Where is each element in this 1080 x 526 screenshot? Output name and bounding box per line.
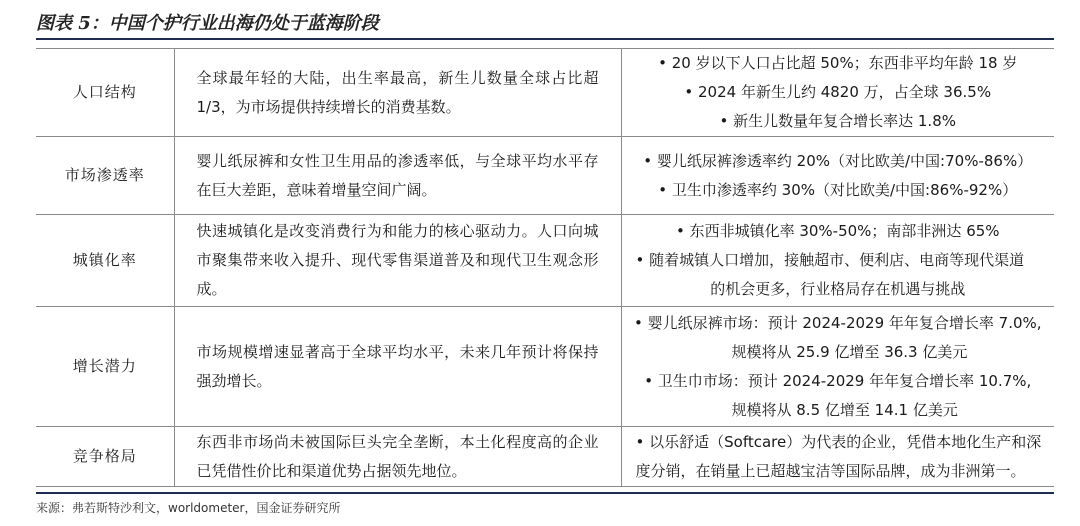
row-points	[621, 307, 1054, 427]
point-text: • 随着城镇人口增加，接触超市、便利店、电商等现代渠道	[635, 251, 1025, 269]
point-text: 规模将从 25.9 亿增至 36.3 亿美元	[731, 342, 968, 361]
point-text: 度分销，在销量上已超越宝洁等国际品牌，成为非洲第一。	[635, 461, 1026, 480]
point-text: • 婴儿纸尿裤渗透率约 20%（对比欧美/中国:70%-86%）	[643, 151, 1033, 170]
source-rule	[36, 492, 1054, 494]
row-points	[621, 49, 1054, 137]
row-description: 快速城镇化是改变消费行为和能力的核心驱动力。人口向城市聚集带来收入提升、现代零售渠道普及和现代卫生观念形成。	[174, 215, 621, 307]
row-points	[621, 137, 1054, 215]
point-text: • 20 岁以下人口占比超 50%；东西非平均年龄 18 岁	[658, 54, 1018, 72]
row-description: 全球最年轻的大陆，出生率最高，新生儿数量全球占比超 1/3，为市场提供持续增长的消费基数。	[174, 49, 621, 137]
point-text: 规模将从 8.5 亿增至 14.1 亿美元	[731, 400, 958, 419]
point-text: • 东西非城镇化率 30%-50%；南部非洲达 65%	[675, 222, 1000, 240]
row-category: 市场渗透率	[36, 137, 174, 215]
row-category: 人口结构	[36, 49, 174, 137]
table-row	[36, 137, 1054, 215]
row-description: 婴儿纸尿裤和女性卫生用品的渗透率低，与全球平均水平存在巨大差距，意味着增量空间广阔。	[174, 137, 621, 215]
point-text: • 卫生巾渗透率约 30%（对比欧美/中国:86%-92%）	[658, 180, 1018, 199]
row-description: 市场规模增速显著高于全球平均水平，未来几年预计将保持强劲增长。	[174, 307, 621, 427]
point-text: • 卫生巾市场：预计 2024-2029 年年复合增长率 10.7%,	[644, 371, 1032, 390]
row-points	[621, 427, 1054, 487]
point-text: • 婴儿纸尿裤市场：预计 2024-2029 年年复合增长率 7.0%,	[633, 313, 1042, 332]
table-row	[36, 49, 1054, 137]
figure-title: 图表 5：中国个护行业出海仍处于蓝海阶段	[36, 13, 379, 34]
point-text: • 2024 年新生儿约 4820 万，占全球 36.5%	[684, 83, 992, 101]
row-category: 竞争格局	[36, 427, 174, 487]
table-row	[36, 427, 1054, 487]
source-note: 来源：弗若斯特沙利文，worldometer，国金证券研究所	[36, 501, 341, 515]
point-text: 的机会更多，行业格局存在机遇与挑战	[710, 280, 966, 298]
row-category: 增长潜力	[36, 307, 174, 427]
row-description: 东西非市场尚未被国际巨头完全垄断，本土化程度高的企业已凭借性价比和渠道优势占据领先地位。	[174, 427, 621, 487]
title-rule	[36, 38, 1054, 40]
row-category: 城镇化率	[36, 215, 174, 307]
table-row	[36, 215, 1054, 307]
point-text: • 以乐舒适（Softcare）为代表的企业，凭借本地化生产和深	[635, 432, 1042, 451]
comparison-table	[36, 48, 1054, 487]
point-text: • 新生儿数量年复合增长率达 1.8%	[719, 112, 956, 130]
row-points	[621, 215, 1054, 307]
table-row	[36, 307, 1054, 427]
